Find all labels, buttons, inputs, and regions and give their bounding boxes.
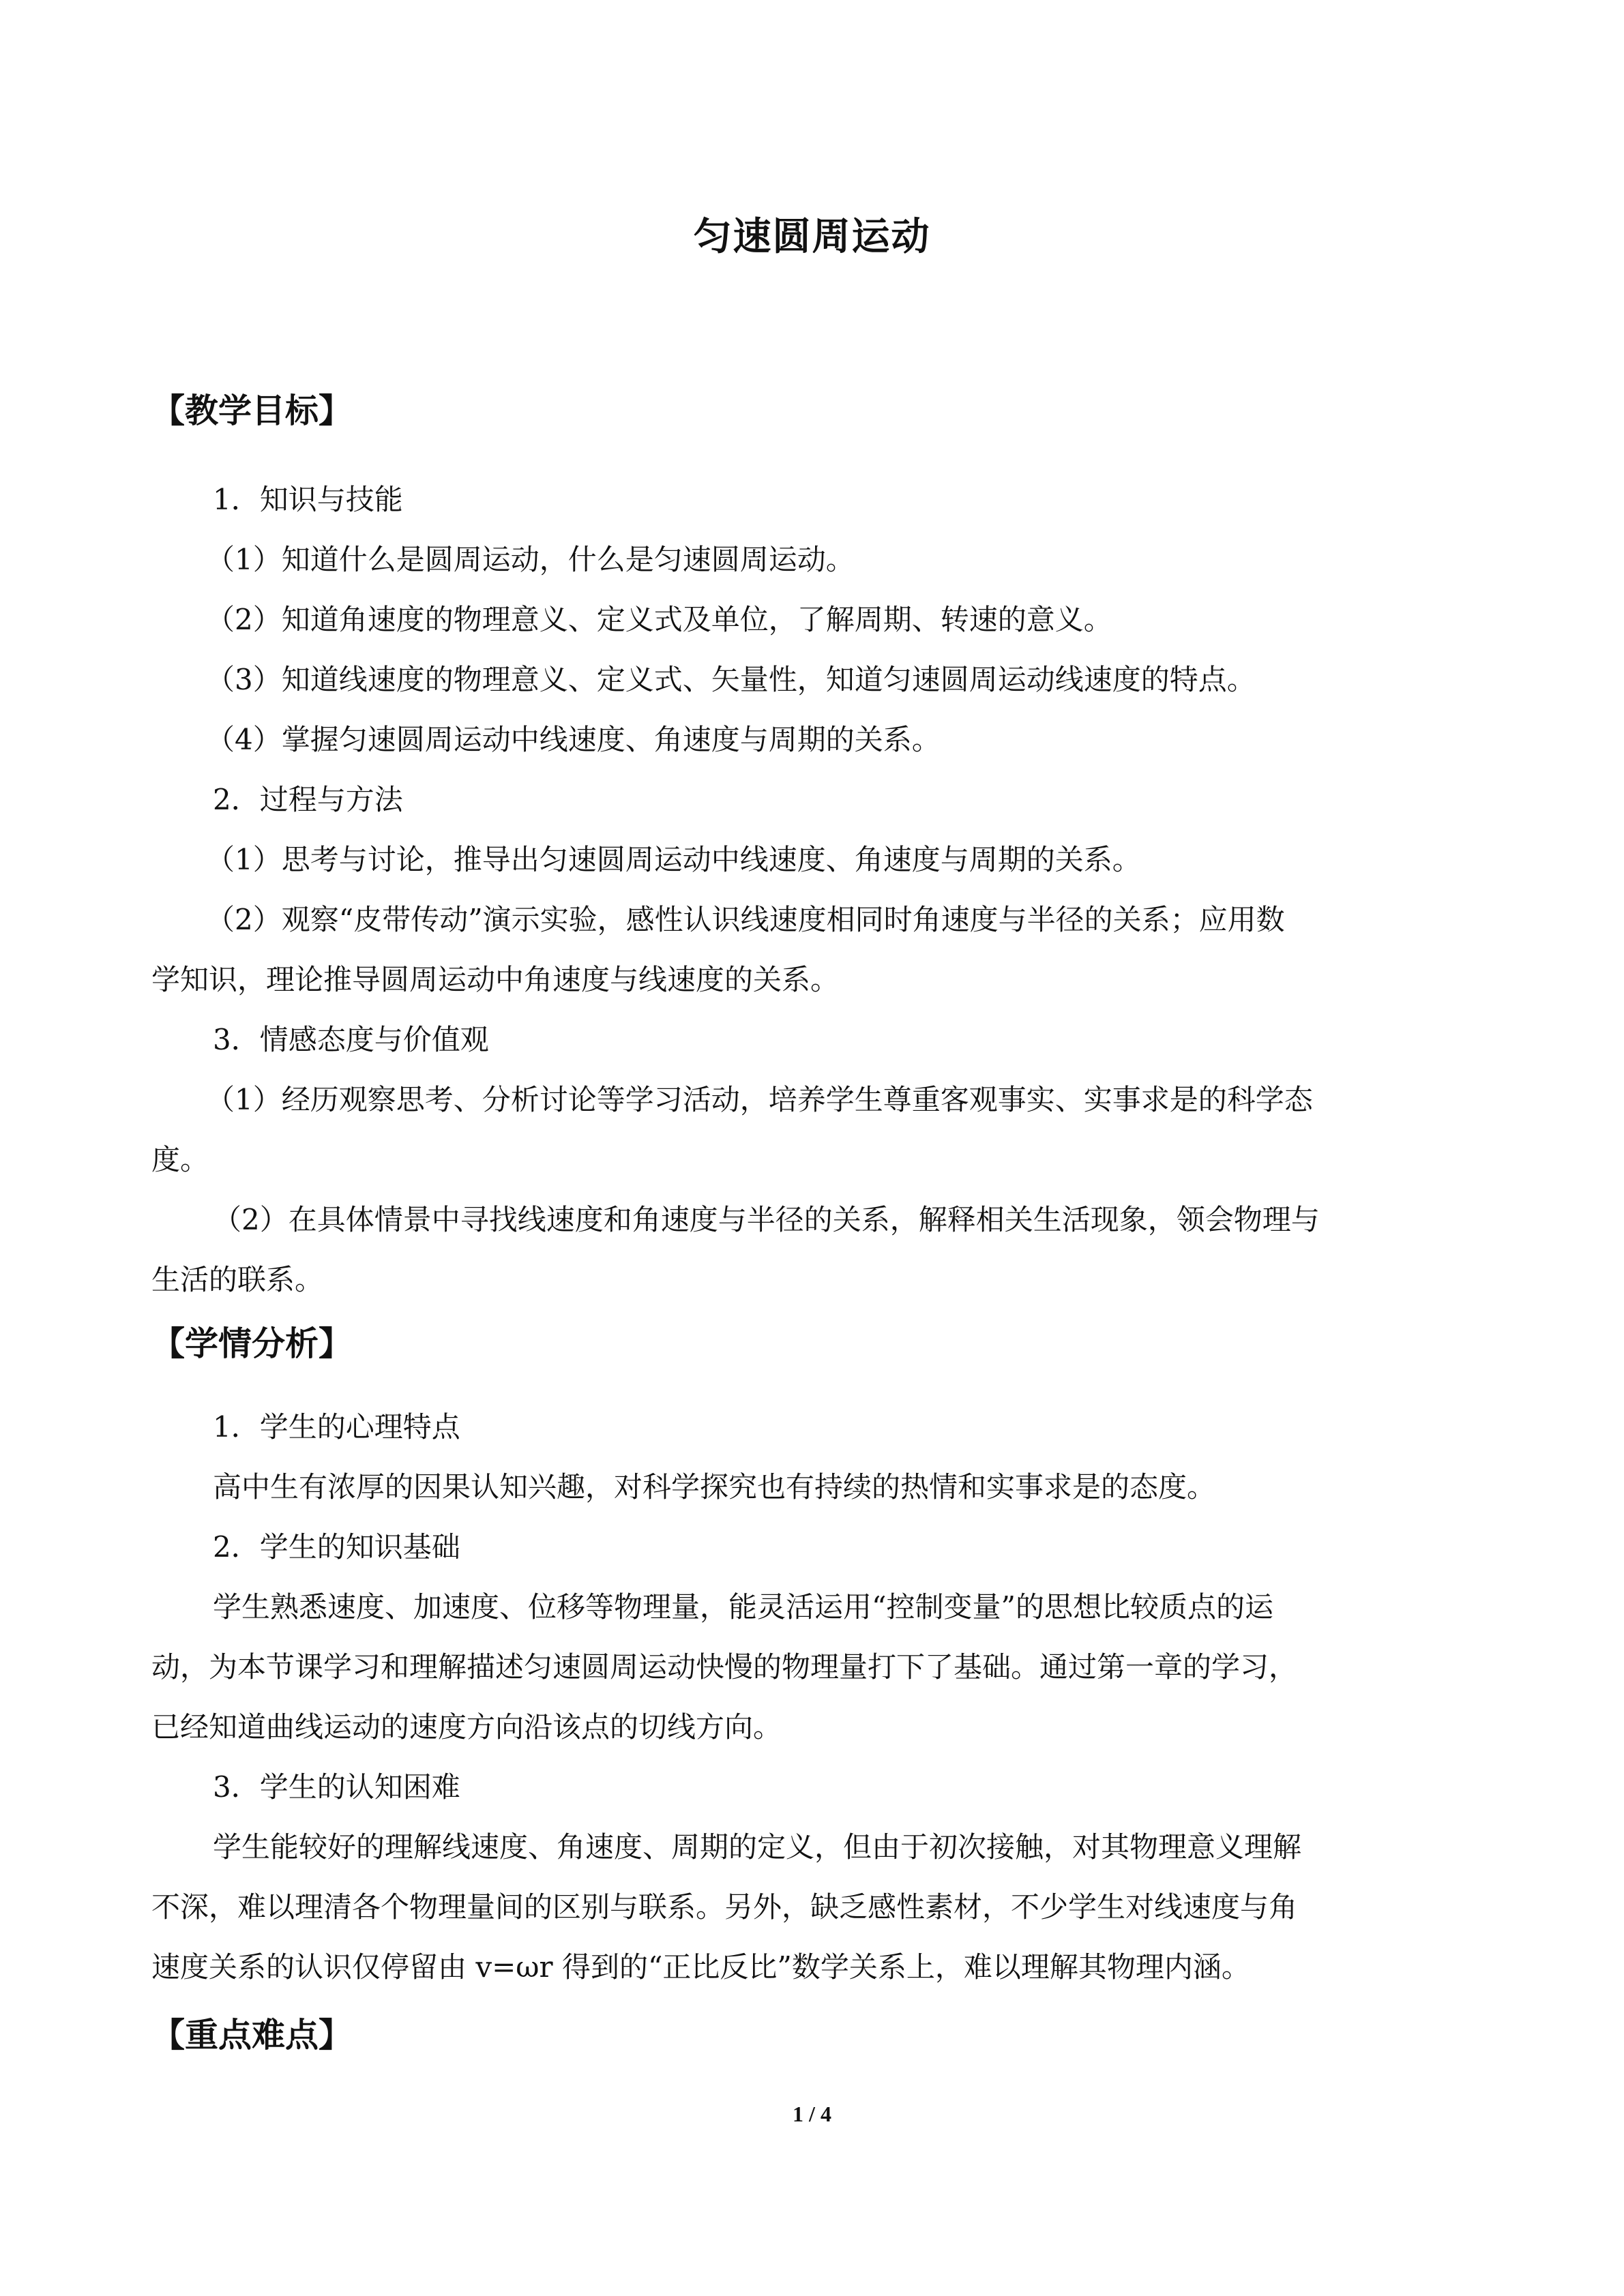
paragraph-line: 不深，难以理清各个物理量间的区别与联系。另外，缺乏感性素材，不少学生对线速度与角 [151,1890,1298,1924]
paragraph-line: 已经知道曲线运动的速度方向沿该点的切线方向。 [151,1710,782,1744]
section-heading-objectives: 【教学目标】 [151,391,353,430]
paragraph-line: 高中生有浓厚的因果认知兴趣，对科学探究也有持续的热情和实事求是的态度。 [213,1470,1216,1504]
paragraph-line: 2．过程与方法 [213,783,403,816]
paragraph-line: （2）知道角速度的物理意义、定义式及单位，了解周期、转速的意义。 [206,603,1112,636]
paragraph-line: 动，为本节课学习和理解描述匀速圆周运动快慢的物理量打下了基础。通过第一章的学习， [151,1650,1298,1684]
paragraph-line: 3．学生的认知困难 [213,1770,460,1804]
paragraph-line: （1）知道什么是圆周运动，什么是匀速圆周运动。 [206,543,855,576]
paragraph-line: （1）经历观察思考、分析讨论等学习活动，培养学生尊重客观事实、实事求是的科学态 [206,1083,1313,1116]
paragraph-line: 1．学生的心理特点 [213,1410,460,1444]
document-title: 匀速圆周运动 [693,215,931,259]
paragraph-line: 1．知识与技能 [213,483,403,516]
paragraph-line: （3）知道线速度的物理意义、定义式、矢量性，知道匀速圆周运动线速度的特点。 [206,663,1256,696]
paragraph-line: （1）思考与讨论，推导出匀速圆周运动中线速度、角速度与周期的关系。 [206,843,1141,876]
paragraph-line: （2）观察“皮带传动”演示实验，感性认识线速度相同时角速度与半径的关系；应用数 [206,903,1285,936]
page-number: 1 / 4 [793,2102,831,2126]
paragraph-line: 生活的联系。 [151,1263,324,1296]
paragraph-line: 速度关系的认识仅停留由 v=ωr 得到的“正比反比”数学关系上，难以理解其物理内涵。 [151,1950,1250,1984]
paragraph-line: （4）掌握匀速圆周运动中线速度、角速度与周期的关系。 [206,723,941,756]
paragraph-line: 2．学生的知识基础 [213,1530,460,1564]
paragraph-line: 度。 [151,1143,209,1176]
paragraph-line: 学生熟悉速度、加速度、位移等物理量，能灵活运用“控制变量”的思想比较质点的运 [213,1590,1273,1624]
paragraph-line: （2）在具体情景中寻找线速度和角速度与半径的关系，解释相关生活现象，领会物理与 [213,1203,1320,1236]
section-heading-keypoints: 【重点难点】 [151,2016,353,2055]
section-heading-analysis: 【学情分析】 [151,1324,353,1363]
paragraph-line: 学生能较好的理解线速度、角速度、周期的定义，但由于初次接触，对其物理意义理解 [213,1830,1302,1864]
paragraph-line: 3．情感态度与价值观 [213,1023,489,1056]
paragraph-line: 学知识，理论推导圆周运动中角速度与线速度的关系。 [151,963,840,996]
